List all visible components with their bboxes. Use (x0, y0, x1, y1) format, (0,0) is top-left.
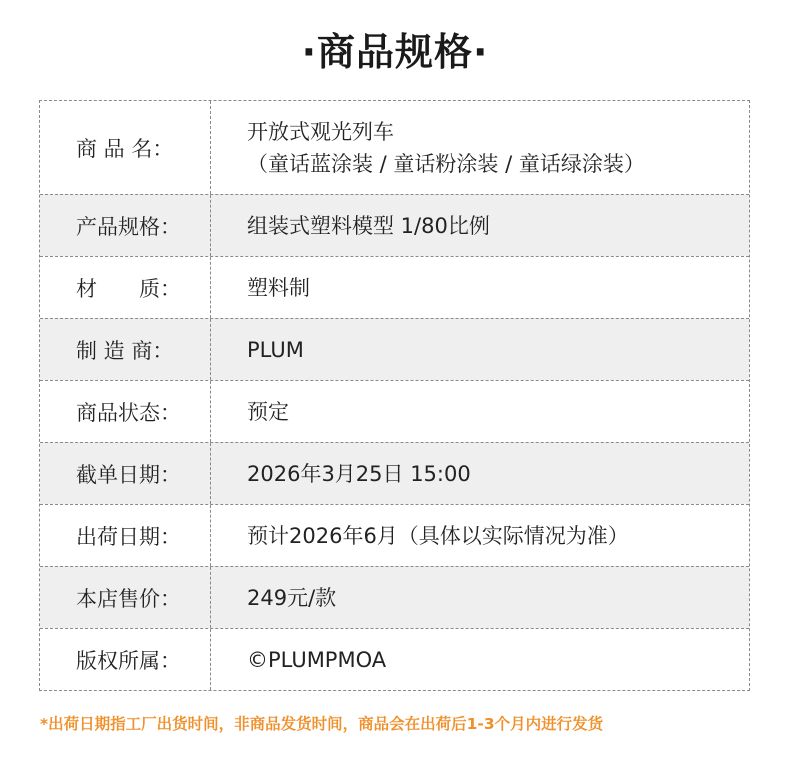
spec-label: 版权所属： (40, 629, 211, 690)
spec-label: 出荷日期： (40, 505, 211, 566)
spec-row-deadline (40, 442, 749, 504)
spec-value: 预定 (247, 399, 289, 424)
spec-row-product-name (40, 101, 749, 194)
spec-value: 2026年3月25日 15:00 (247, 461, 471, 486)
spec-label: 商 品 名： (40, 101, 211, 194)
shipping-footnote: *出荷日期指工厂出货时间，非商品发货时间，商品会在出荷后1-3个月内进行发货 (40, 715, 604, 733)
spec-row-manufacturer (40, 318, 749, 380)
spec-value-cell (211, 101, 749, 194)
spec-row-product-spec (40, 194, 749, 256)
spec-value: PLUM (247, 337, 304, 362)
spec-label: 本店售价： (40, 567, 211, 628)
spec-label: 材 质： (40, 257, 211, 318)
spec-row-status (40, 380, 749, 442)
spec-value: ©PLUMPMOA (247, 647, 387, 672)
spec-row-material (40, 256, 749, 318)
spec-label: 产品规格： (40, 195, 211, 256)
spec-table (39, 100, 750, 691)
spec-value: 塑料制 (247, 275, 310, 300)
spec-row-ship-date (40, 504, 749, 566)
spec-label: 商品状态： (40, 381, 211, 442)
spec-value: 开放式观光列车 (247, 119, 394, 144)
spec-value: 预计2026年6月（具体以实际情况为准） (247, 523, 629, 548)
spec-label: 制 造 商： (40, 319, 211, 380)
page-title: ·商品规格· (301, 30, 489, 74)
spec-row-copyright (40, 628, 749, 690)
spec-row-price (40, 566, 749, 628)
spec-value: 249元/款 (247, 585, 337, 610)
spec-value: 组装式塑料模型 1/80比例 (247, 213, 490, 238)
spec-label: 截单日期： (40, 443, 211, 504)
spec-value-variants: （童话蓝涂装 / 童话粉涂装 / 童话绿涂装） (247, 151, 645, 176)
